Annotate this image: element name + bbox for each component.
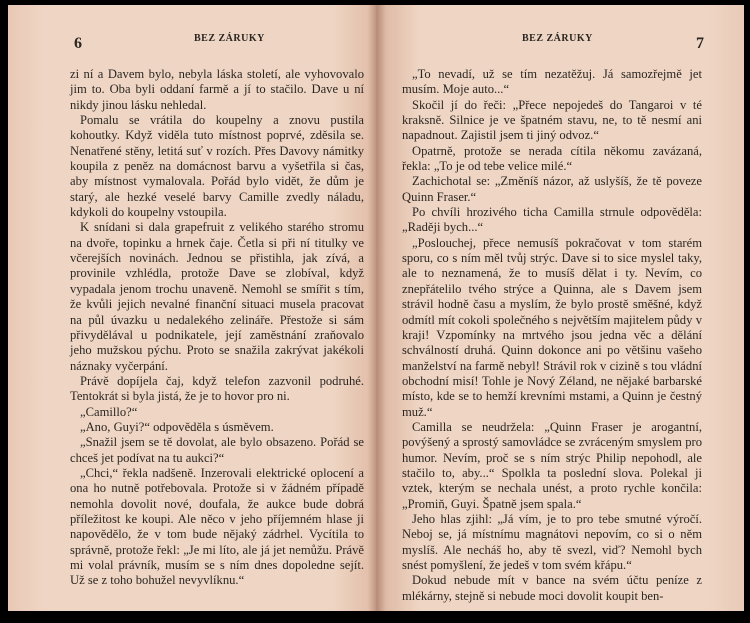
paragraph: Jeho hlas zjihl: „Já vím, je to pro tebe smutné výročí. Neboj se, já místnímu magnátovi nepovím, co si o něm myslíš. Ale necháš ho, aby tě svezl, viď? Nemohl bych snést pomyšlení, že jedeš v tom svém křápu.“ <box>402 511 702 572</box>
paragraph: K snídani si dala grapefruit z velikého starého stromu na dvoře, topinku a hrnek čaje. Četla si při ní titulky ve včerejších novinách. Jednou se přistihla, jak zívá, a provinile vzhlédla, protože Dave se zlobíval, když vypadala jenom trochu unaveně. Nemohl se smířit s tím, že kvůli jejich nevalné finanční situaci musela pracovat na půl úvazku u nedalekého zelináře. Přestože si sám přivydělával u podnikatele, její zaměstnání zraňovalo jeho mužskou pýchu. Proto se snažila zakrývat jakékoli náznaky vyčerpání. <box>70 220 364 373</box>
running-header: BEZ ZÁRUKY <box>522 33 593 44</box>
paragraph: „Snažil jsem se tě dovolat, ale bylo obsazeno. Pořád se chceš jet podívat na tu aukci?“ <box>70 435 364 465</box>
open-book <box>8 5 744 611</box>
paragraph: Po chvíli hrozivého ticha Camilla strnule odpověděla: „Raději bych...“ <box>402 205 702 235</box>
paragraph: Právě dopíjela čaj, když telefon zazvonil podruhé. Tentokrát si byla jistá, že je to hovor pro ni. <box>70 373 364 404</box>
paragraph: zi ní a Davem bylo, nebyla láska století, ale vyhovovalo jim to. Oba byli oddaní farmě a jí to stačilo. Dave u ní nikdy jinou lásku nehledal. <box>70 67 364 112</box>
paragraph: „Chci,“ řekla nadšeně. Inzerovali elektrické oplocení a ona ho nutně potřebovala. Protože si v žádném případě nemohla dovolit nové, doufala, že aukce bude dobrá příležitost ke koupi. Ale něco v jeho příjemném hlase ji napovědělo, že v tom bude nějaký zádrhel. Vycítila to správně, protože řekl: „Je mi líto, ale já jet nemůžu. Právě mi volal právník, musím se s ním dnes dopoledne sejít. Už se z toho bohužel nevyvlíknu.“ <box>70 465 364 588</box>
paragraph: Pomalu se vrátila do koupelny a znovu pustila kohoutky. Když viděla tuto místnost poprvé, zděsila se. Nenatřené stěny, letitá suť v rozích. Přes Davovy námitky koupila z peněz na domácnost barvu a vyšetřila si čas, aby místnost vymalovala. Pořád bylo vidět, že dům je starý, ale hezké veselé barvy Camille zvedly náladu, kdykoli do koupelny vstoupila. <box>70 113 364 220</box>
paragraph: Zachichotal se: „Změníš názor, až uslyšíš, že tě poveze Quinn Fraser.“ <box>402 174 702 204</box>
paragraph: „Ano, Guyi?“ odpověděla s úsměvem. <box>80 419 274 434</box>
paragraph: „Camillo?“ <box>80 404 138 419</box>
page-number: 7 <box>696 35 704 52</box>
page-number: 6 <box>74 35 82 52</box>
paragraph: „Poslouchej, přece nemusíš pokračovat v tom starém sporu, co s ním měl tvůj strýc. Dave si to sice myslel taky, ale to neznamená, že to musíš dělat i ty. Nevím, co znepřátelilo tvého strýce a Quinna, ale s Davem jsem strávil hodně času a myslím, že bylo prostě směšné, když odmítl mít cokoli společného s největším majitelem půdy v kraji! Vzpomínky na mrtvého jsou jedna věc a dělání schválností druhá. Quinn dokonce ani po většinu vašeho manželství na farmě nebyl! Strávil rok v cizině s tou vládní obchodní misí! Tohle je Nový Zéland, ne nějaké barbarské místo, kde se to hemží krevními mstami, a Quinn je čestný muž.“ <box>402 235 702 419</box>
paragraph: Skočil jí do řeči: „Přece nepojedeš do Tangaroi v té kraksně. Silnice je ve špatném stavu, ne, to tě nesmí ani napadnout. Zajistil jsem ti jiný odvoz.“ <box>402 97 702 143</box>
paragraph: Camilla se neudržela: „Quinn Fraser je arogantní, povýšený a sprostý samovládce se zvráceným smyslem pro humor. Nevím, proč se s ním strýc Philip nepohodl, ale stačilo to, aby...“ Spolkla ta poslední slova. Polekal ji vztek, kterým se nechala unést, a proto rychle končila: „Promiň, Guyi. Špatně jsem spala.“ <box>402 419 702 511</box>
page-text <box>70 67 364 589</box>
left-page <box>8 5 376 611</box>
book-gutter <box>368 5 386 611</box>
right-page <box>376 5 744 611</box>
running-header: BEZ ZÁRUKY <box>194 33 265 44</box>
page-text <box>402 67 702 604</box>
paragraph: Dokud nebude mít v bance na svém účtu peníze z mlékárny, stejně si nebude moci dovolit koupit ben- <box>402 573 702 603</box>
paragraph: Opatrně, protože se nerada cítila někomu zavázaná, řekla: „To je od tebe velice milé.“ <box>402 143 702 174</box>
paragraph: „To nevadí, už se tím nezatěžuj. Já samozřejmě jet musím. Moje auto...“ <box>402 67 702 97</box>
